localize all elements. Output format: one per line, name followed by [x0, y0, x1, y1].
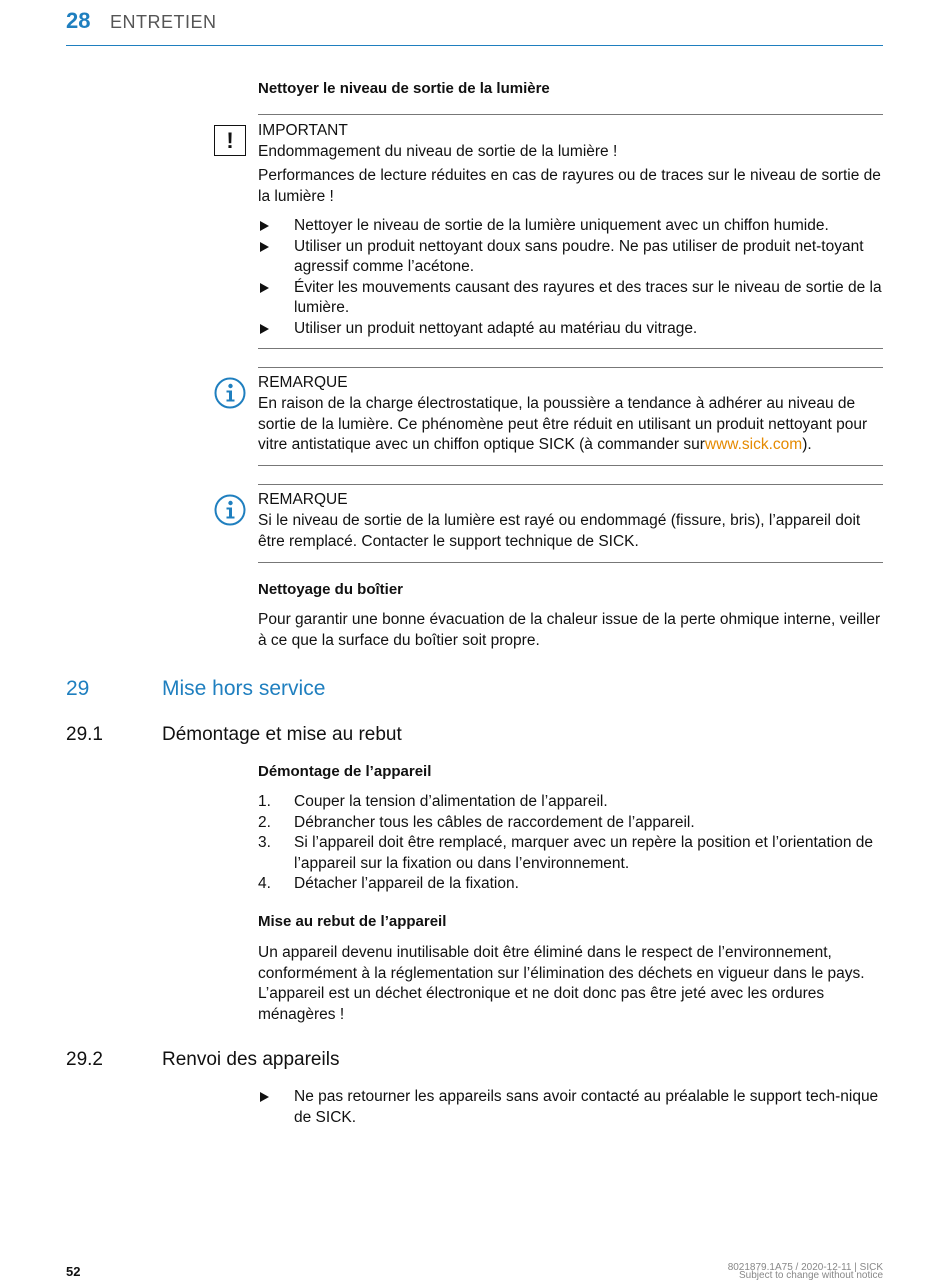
page-number: 52 [66, 1264, 81, 1279]
sick-link[interactable]: www.sick.com [704, 436, 803, 453]
subsection-title: Renvoi des appareils [162, 1049, 340, 1070]
step-text: Débrancher tous les câbles de raccordement de l’appareil. [294, 813, 695, 831]
list-item: Éviter les mouvements causant des rayures et des traces sur le niveau de sortie de la lumière. [258, 278, 883, 319]
disposal-text: Un appareil devenu inutilisable doit être éliminé dans le respect de l’environnement, conformément à la réglementation sur l’élimination des déchets en vigueur dans le pays. L’appareil est un déchet électronique et ne doit donc pas être jeté avec les ordures ménagères ! [258, 944, 865, 1023]
step-text: Si l’appareil doit être remplacé, marquer avec un repère la position et l’orientation de l’appareil sur la fixation ou dans l’environnement. [294, 834, 873, 872]
chapter-number: 28 [66, 8, 91, 33]
note-text-part: En raison de la charge électrostatique, la poussière a tendance à adhérer au niveau de sortie de la lumière. Ce phénomène peut être réduit en utilisant un produit nettoyant pour vitre antistatique avec un chiffon optique SICK (à commander sur [258, 395, 868, 453]
cleaning-title: Nettoyer le niveau de sortie de la lumière [258, 80, 550, 97]
note-text [258, 394, 883, 456]
divider [258, 367, 883, 368]
step-number: 1. [258, 793, 271, 810]
exclamation-icon: ! [214, 125, 246, 156]
change-notice: Subject to change without notice [739, 1270, 883, 1281]
important-heading: Endommagement du niveau de sortie de la lumière ! [258, 143, 618, 160]
section-title: Mise hors service [162, 677, 326, 700]
section-number: 29 [66, 677, 90, 700]
info-icon [214, 494, 246, 526]
note-label: REMARQUE [258, 374, 348, 391]
subsection-number: 29.1 [66, 724, 103, 745]
divider [258, 465, 883, 466]
step-number: 2. [258, 813, 271, 831]
subsection-title: Démontage et mise au rebut [162, 724, 402, 745]
important-list [258, 216, 883, 339]
step-number: 3. [258, 834, 271, 851]
divider [258, 114, 883, 115]
dismount-title: Démontage de l’appareil [258, 763, 432, 780]
chapter-title: ENTRETIEN [110, 12, 217, 32]
step-text: Couper la tension d’alimentation de l’appareil. [294, 793, 608, 810]
divider [258, 348, 883, 349]
note-label: REMARQUE [258, 491, 348, 508]
return-list [258, 1087, 883, 1128]
steps-list [258, 792, 883, 895]
list-item [258, 833, 883, 874]
list-item [258, 792, 883, 813]
list-item: Utiliser un produit nettoyant adapté au matériau du vitrage. [258, 319, 883, 340]
housing-text: Pour garantir une bonne évacuation de la chaleur issue de la perte ohmique interne, veiller à ce que la surface du boîtier soit propre. [258, 611, 881, 649]
list-item: Nettoyer le niveau de sortie de la lumière uniquement avec un chiffon humide. [258, 216, 883, 237]
subsection-number: 29.2 [66, 1049, 103, 1070]
step-number: 4. [258, 875, 271, 892]
important-text: Performances de lecture réduites en cas de rayures ou de traces sur le niveau de sortie de la lumière ! [258, 167, 881, 205]
divider [258, 484, 883, 485]
housing-title: Nettoyage du boîtier [258, 581, 404, 598]
list-item: Utiliser un produit nettoyant doux sans poudre. Ne pas utiliser de produit net-toyant agressif comme l’acétone. [258, 237, 883, 278]
disposal-title: Mise au rebut de l’appareil [258, 913, 447, 930]
list-item: Ne pas retourner les appareils sans avoir contacté au préalable le support tech-nique de SICK. [258, 1087, 883, 1128]
divider [258, 562, 883, 563]
document-reference: 8021879.1A75 / 2020-12-11 | SICK [727, 1262, 883, 1273]
note-text-part: ). [802, 436, 812, 453]
important-label: IMPORTANT [258, 122, 348, 139]
header-rule [66, 45, 883, 46]
step-text: Détacher l’appareil de la fixation. [294, 875, 519, 892]
info-icon [214, 377, 246, 409]
list-item [258, 874, 883, 895]
note-text: Si le niveau de sortie de la lumière est rayé ou endommagé (fissure, bris), l’appareil doit être remplacé. Contacter le support technique de SICK. [258, 512, 861, 550]
list-item [258, 813, 883, 834]
